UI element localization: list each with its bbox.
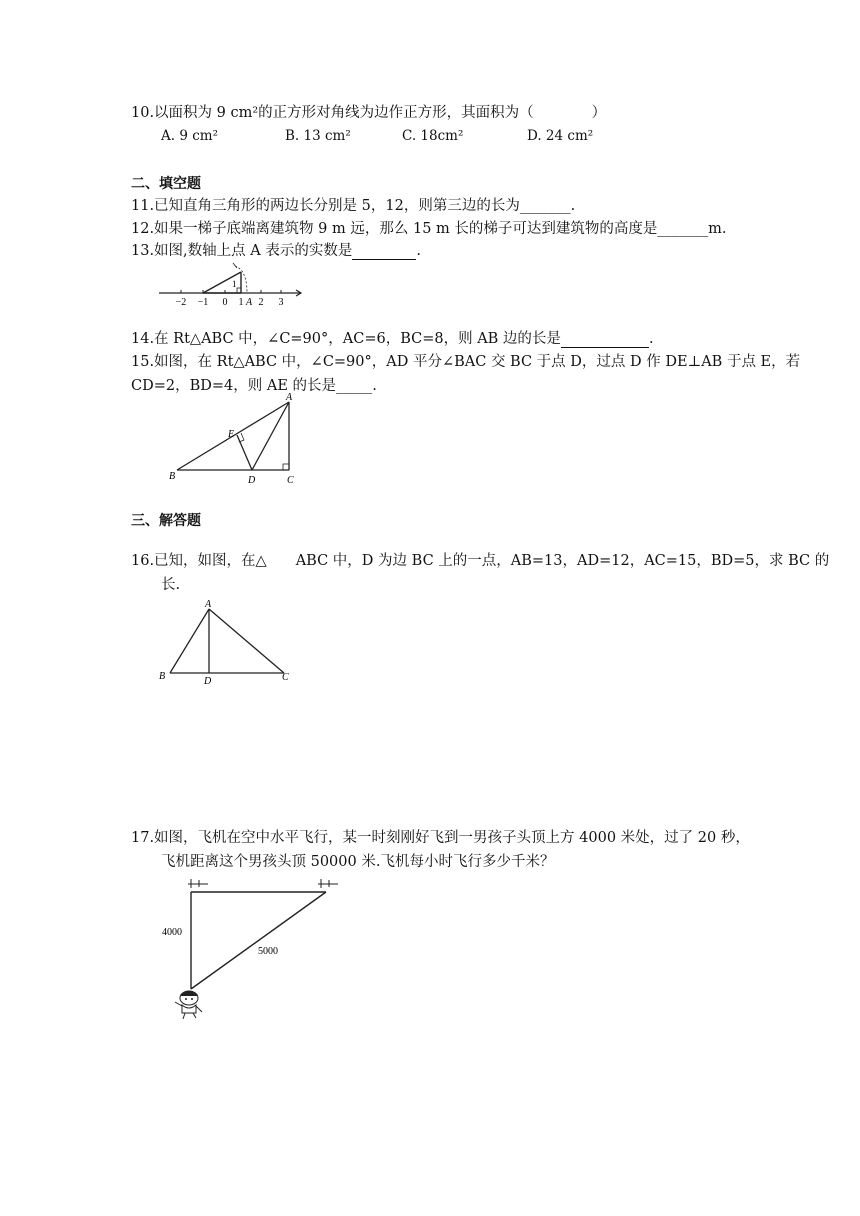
question-15-line2: CD=2，BD=4，则 AE 的长是_____.	[131, 378, 377, 394]
vertex-label-d: D	[248, 475, 256, 486]
question-15-line1: 15.如图，在 Rt△ABC 中，∠C=90°，AD 平分∠BAC 交 BC 于点 D，过点 D 作 DE⊥AB 于点 E，若	[131, 354, 801, 370]
vertex-label-a: A	[205, 599, 212, 610]
question-16-line2: 长.	[161, 577, 181, 593]
vertex-label-c: C	[282, 672, 289, 683]
q10-option-a: A. 9 cm²	[161, 128, 218, 144]
q14-before: 14.在 Rt△ABC 中，∠C=90°，AC=6，BC=8，则 AB 边的长是	[131, 331, 561, 347]
q10-option-c: C. 18cm²	[402, 128, 464, 144]
segment-de	[237, 435, 252, 470]
segment-ad	[252, 402, 289, 470]
q13-after: .	[416, 243, 421, 259]
section-title-fill-in: 二、填空题	[131, 176, 201, 192]
question-16-line1: 16.已知，如图，在△ ABC 中，D 为边 BC 上的一点，AB=13，AD=12，AC=15，BD=5，求 BC 的	[131, 553, 830, 569]
point-a-label: A	[245, 297, 253, 308]
question-11-text	[131, 198, 575, 215]
question-14-text	[131, 331, 654, 348]
q11-before: 11.已知直角三角形的两边长分别是 5，12，则第三边的长为	[131, 198, 520, 214]
section-title-solutions: 三、解答题	[131, 513, 201, 529]
boy-icon	[175, 991, 202, 1019]
side-ac	[209, 609, 284, 673]
q10-option-b: B. 13 cm²	[285, 128, 351, 144]
airplane-boy-figure	[158, 872, 348, 1022]
vertex-label-b: B	[169, 471, 176, 482]
question-17-line2: 飞机距离这个男孩头顶 50000 米.飞机每小时飞行多少千米？	[161, 854, 555, 870]
q11-after: .	[570, 198, 576, 214]
tick-label-3: 3	[278, 297, 284, 308]
vertical-length-label: 4000	[162, 927, 182, 938]
number-line-figure	[155, 262, 305, 307]
tick-label-neg2: −2	[175, 297, 187, 308]
vertex-label-e: E	[228, 429, 235, 440]
height-label: 1	[232, 279, 237, 289]
q13-answer-blank	[352, 244, 416, 260]
tick-label-0: 0	[222, 297, 228, 308]
q11-blank: _______	[519, 198, 571, 214]
tick-label-neg1: −1	[197, 297, 209, 308]
tick-label-2: 2	[258, 297, 264, 308]
q13-before: 13.如图,数轴上点 A 表示的实数是	[131, 243, 353, 259]
vertex-label-c: C	[287, 475, 294, 486]
right-angle-mark-c	[283, 464, 289, 470]
vertex-label-b: B	[159, 671, 166, 682]
hypotenuse-distance	[191, 892, 326, 989]
question-13-text	[131, 243, 421, 260]
q14-answer-blank	[561, 332, 649, 348]
triangle-abc-angle-bisector-figure	[165, 392, 305, 490]
vertex-label-d: D	[204, 676, 212, 687]
question-17-line1: 17.如图，飞机在空中水平飞行，某一时刻刚好飞到一男孩子头顶上方 4000 米处，过了 20 秒，	[131, 830, 750, 846]
side-ab	[170, 609, 209, 673]
question-10-text: 10.以面积为 9 cm²的正方形对角线为边作正方形，其面积为（ ）	[131, 105, 607, 121]
vertex-label-a: A	[286, 392, 293, 403]
q10-option-d: D. 24 cm²	[527, 128, 594, 144]
hypotenuse-length-label: 5000	[258, 946, 278, 957]
triangle-abc-altitude-figure	[156, 598, 296, 688]
question-12-text: 12.如果一梯子底端离建筑物 9 m 远，那么 15 m 长的梯子可达到建筑物的高度是_______m.	[131, 221, 727, 237]
tick-label-1: 1	[238, 297, 244, 308]
compass-mark	[233, 263, 237, 268]
q14-after: .	[648, 331, 654, 347]
